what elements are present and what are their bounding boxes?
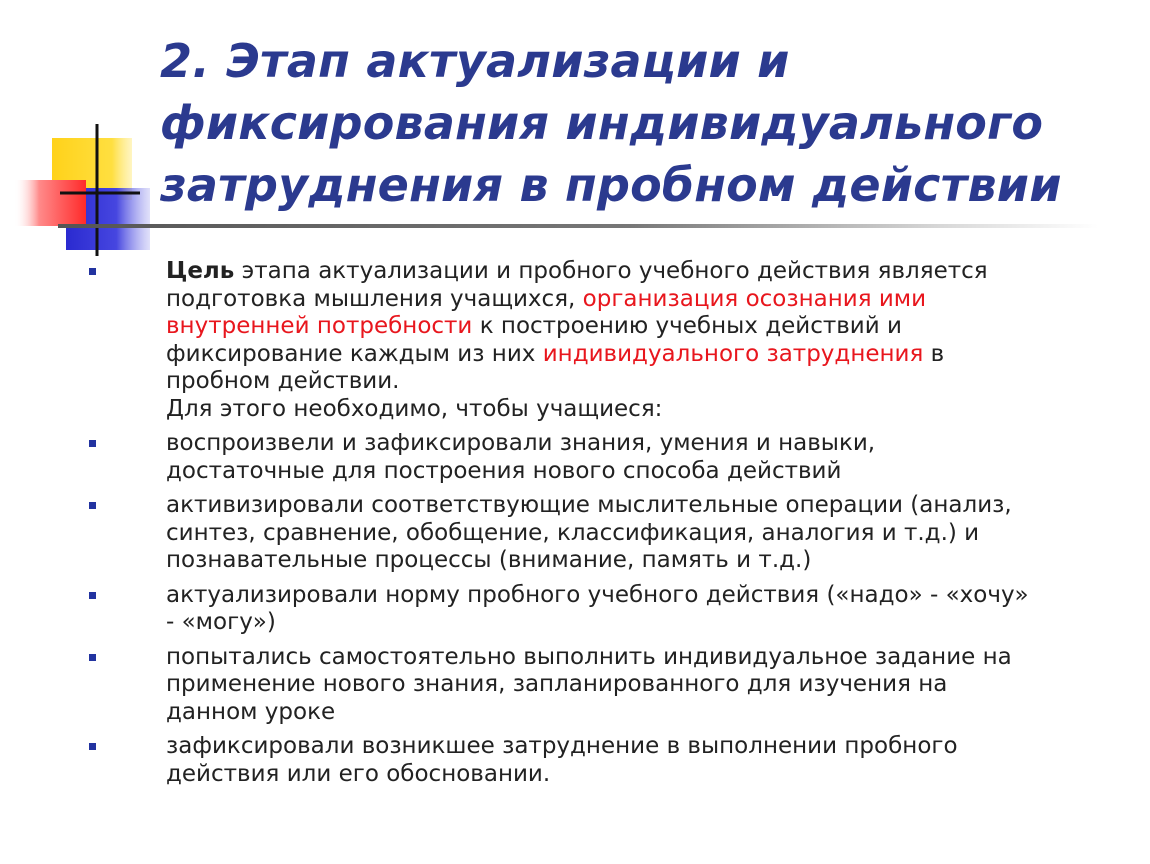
text-line: Для этого необходимо, чтобы учащиеся: bbox=[166, 395, 663, 422]
highlight-text: внутренней потребности bbox=[166, 313, 473, 339]
text-line bbox=[166, 258, 1120, 286]
square-bullet-icon bbox=[89, 268, 96, 275]
list-item bbox=[0, 644, 1150, 727]
text-fragment: подготовка мышления учащихся, bbox=[166, 285, 583, 312]
title-line: затруднения в пробном действии bbox=[160, 158, 1062, 212]
text-line: пробном действии. bbox=[166, 368, 400, 394]
text-line: познавательные процессы (внимание, память и т.д.) bbox=[166, 547, 812, 573]
list-item bbox=[0, 492, 1150, 575]
list-item bbox=[0, 582, 1150, 637]
text-line: синтез, сравнение, обобщение, классификация, аналогия и т.д.) и bbox=[166, 519, 980, 546]
title-line: фиксирования индивидуального bbox=[160, 96, 1044, 150]
text-line: актуализировали норму пробного учебного действия («надо» - «хочу» bbox=[166, 581, 1029, 608]
square-bullet-icon bbox=[89, 743, 96, 750]
title-divider bbox=[58, 224, 1098, 228]
highlight-text: организация осознания ими bbox=[582, 285, 927, 312]
text-line: воспроизвели и зафиксировали знания, умения и навыки, bbox=[166, 430, 876, 456]
text-fragment: этапа актуализации и пробного учебного действия является bbox=[234, 258, 988, 284]
list-item bbox=[0, 733, 1150, 788]
square-bullet-icon bbox=[89, 502, 96, 509]
goal-paragraph bbox=[0, 258, 1150, 423]
text-line: достаточные для построения нового способа действий bbox=[166, 457, 842, 484]
text-line: попытались самостоятельно выполнить индивидуальное задание на bbox=[166, 643, 1012, 670]
square-bullet-icon bbox=[89, 440, 96, 447]
bullet-list bbox=[0, 258, 1150, 795]
goal-label: Цель bbox=[166, 258, 235, 284]
title-line: 2. Этап актуализации и bbox=[160, 34, 790, 88]
highlight-text: индивидуального затруднения bbox=[542, 340, 924, 367]
text-line: активизировали соответствующие мыслительные операции (анализ, bbox=[166, 492, 1012, 518]
corner-logo-icon bbox=[0, 0, 180, 270]
text-fragment: в bbox=[923, 340, 945, 367]
text-line: данном уроке bbox=[166, 698, 336, 725]
slide-title bbox=[160, 30, 1110, 216]
text-line: - «могу») bbox=[166, 609, 276, 635]
text-line bbox=[166, 341, 1120, 369]
text-fragment: к построению учебных действий и bbox=[472, 313, 902, 339]
list-item bbox=[0, 430, 1150, 485]
text-line: зафиксировали возникшее затруднение в выполнении пробного bbox=[166, 733, 958, 759]
text-line bbox=[166, 286, 1120, 314]
square-bullet-icon bbox=[89, 592, 96, 599]
text-line bbox=[166, 313, 1120, 341]
square-bullet-icon bbox=[89, 654, 96, 661]
text-line: действия или его обосновании. bbox=[166, 760, 551, 787]
text-fragment: фиксирование каждым из них bbox=[166, 340, 543, 367]
text-line: применение нового знания, запланированного для изучения на bbox=[166, 671, 948, 697]
red-square bbox=[14, 180, 86, 226]
